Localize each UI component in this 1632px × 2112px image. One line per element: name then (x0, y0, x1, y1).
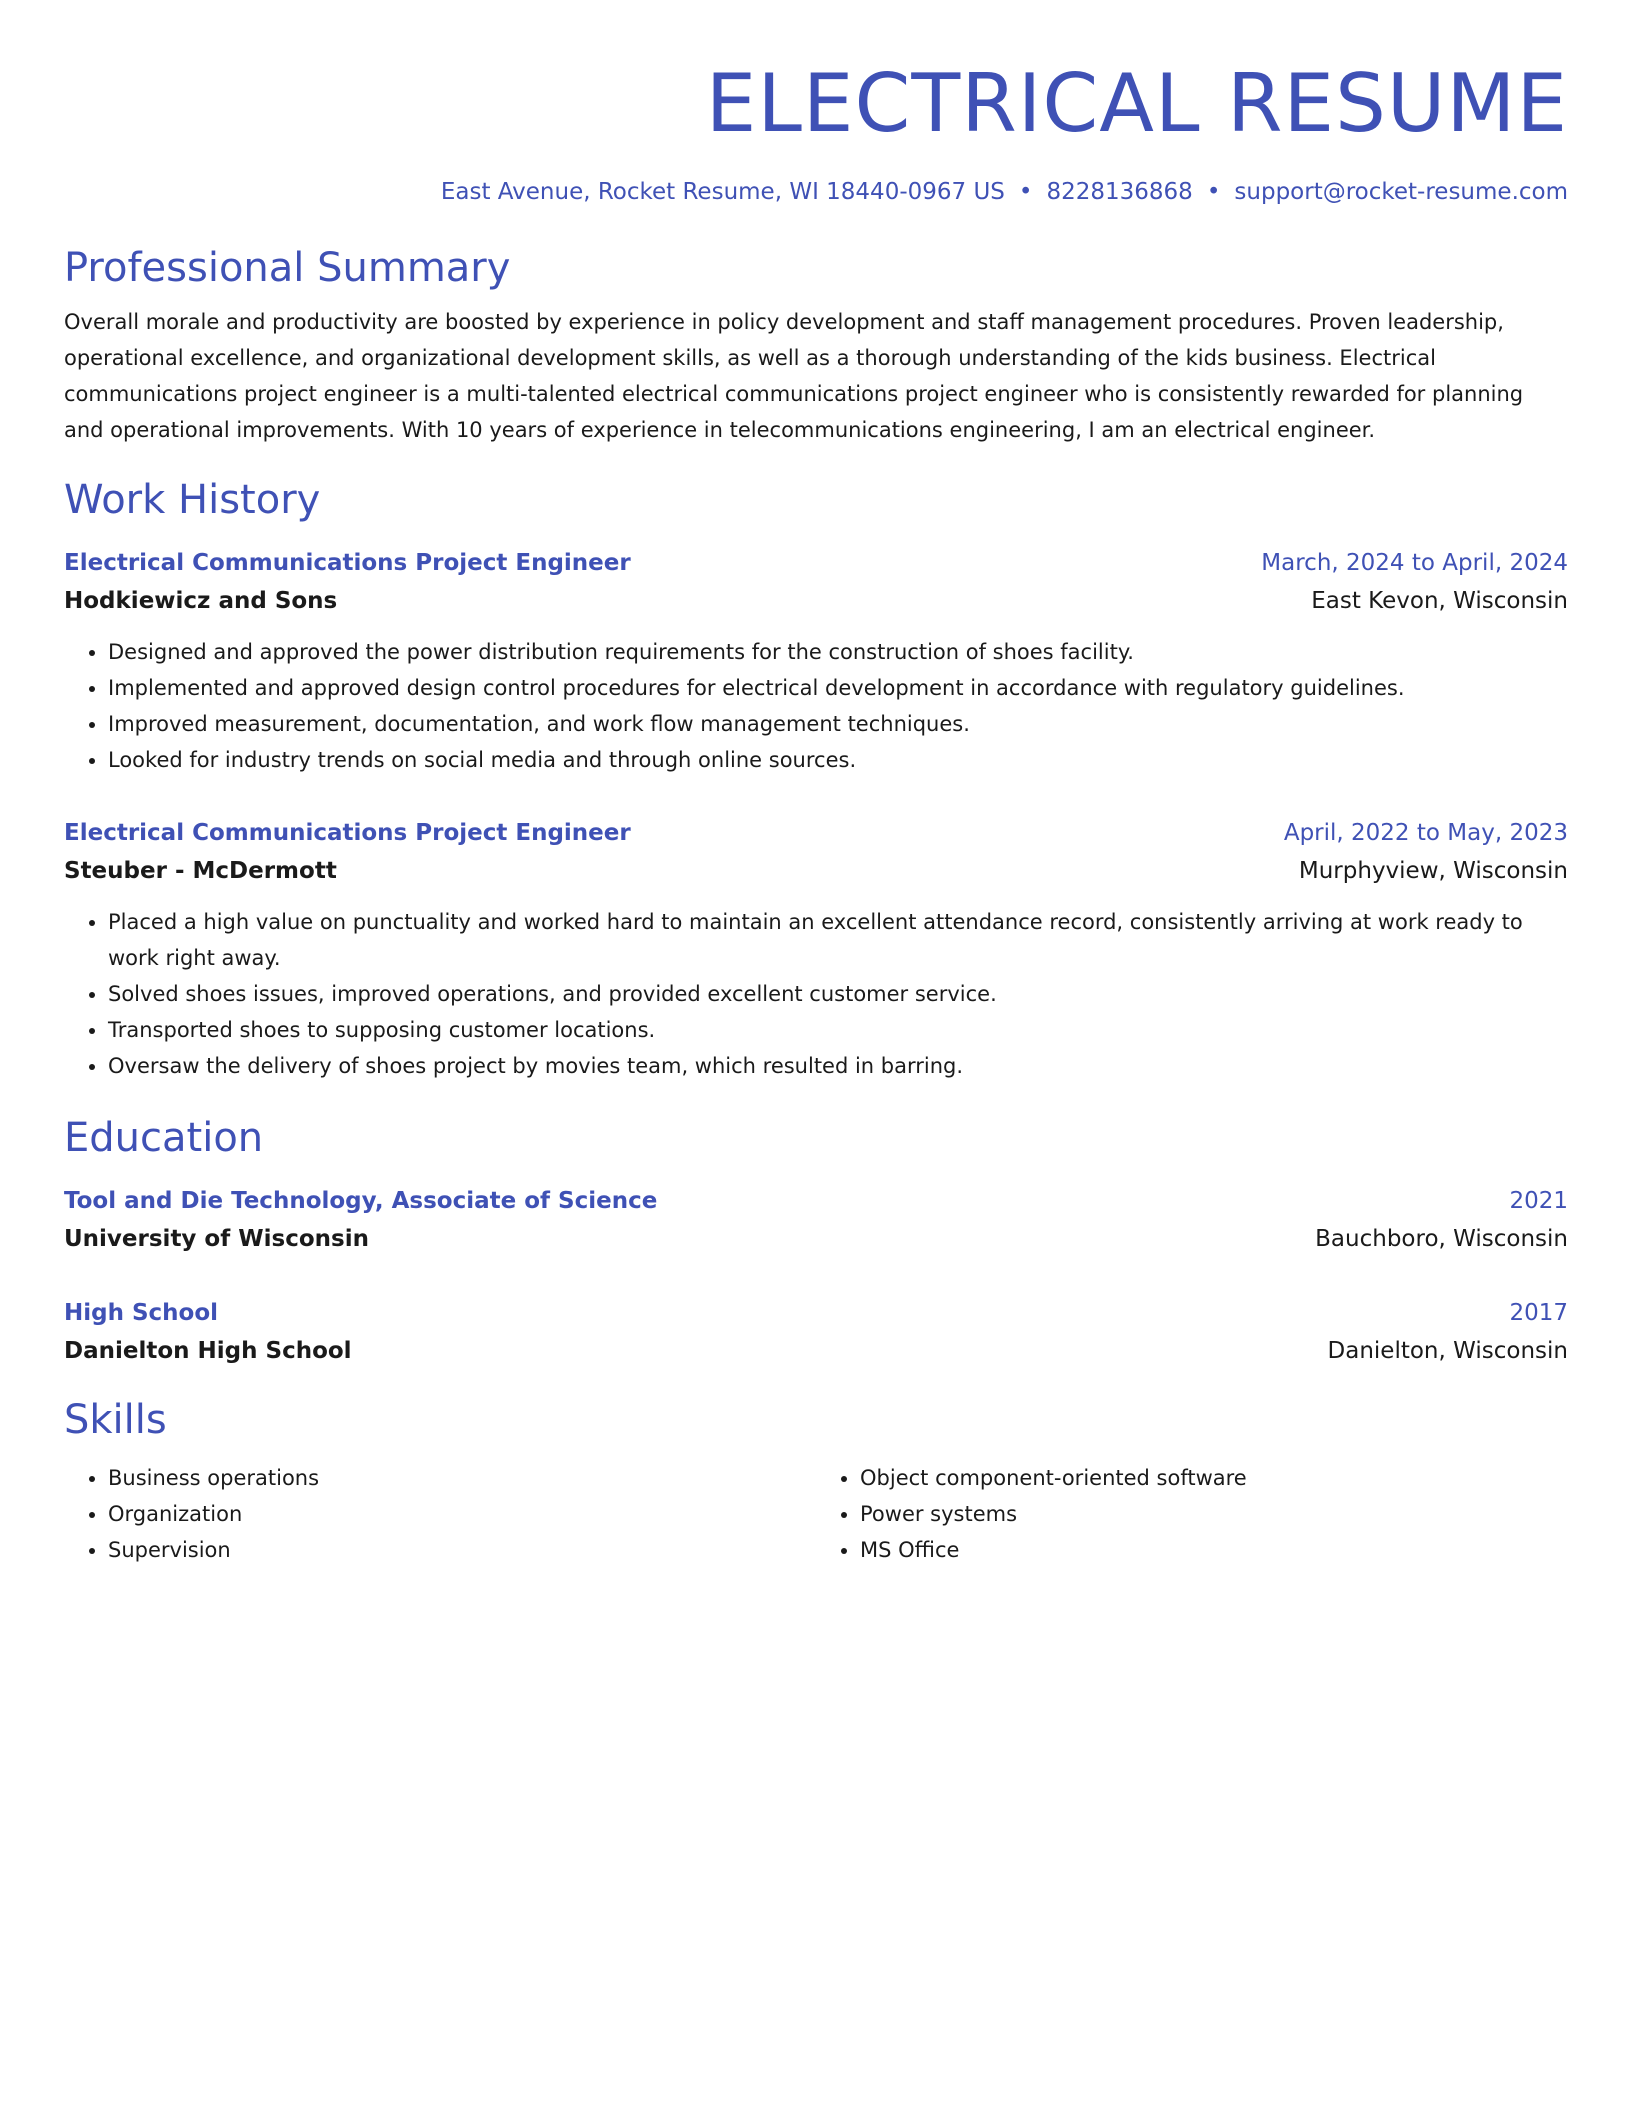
education-entry (64, 1294, 1568, 1370)
education-entry (64, 1182, 1568, 1258)
contact-phone: 8228136868 (1046, 179, 1193, 205)
list-item: • Oversaw the delivery of shoes project by movies team, which resulted in barring. (108, 1048, 1568, 1084)
education-year: 2017 (1509, 1300, 1568, 1326)
job-location: Murphyview, Wisconsin (1298, 858, 1568, 884)
skills-column-left (64, 1460, 816, 1568)
skill-item: • MS Office (860, 1532, 1568, 1568)
contact-separator: • (1018, 179, 1033, 205)
skills-section (64, 1396, 1568, 1568)
skill-item: • Organization (108, 1496, 816, 1532)
company-name: Steuber - McDermott (64, 858, 337, 884)
job-dates: April, 2022 to May, 2023 (1283, 820, 1568, 846)
school-location: Danielton, Wisconsin (1327, 1338, 1568, 1364)
list-item: • Transported shoes to supposing customer locations. (108, 1012, 1568, 1048)
skills-heading: Skills (64, 1397, 167, 1443)
contact-address: East Avenue, Rocket Resume, WI 18440-0967 US (440, 179, 1005, 205)
summary-text: Overall morale and productivity are boosted by experience in policy development and staff management procedures. Proven leadership, operational excellence, and organizational development skills, as well as a thorough understanding of the kids business. Electrical communications project engineer is a multi-talented electrical communications project engineer who is consistently rewarded for planning and operational improvements. With 10 years of experience in telecommunications engineering, I am an electrical engineer. (64, 310, 1524, 442)
education-year: 2021 (1509, 1188, 1568, 1214)
list-item: • Designed and approved the power distribution requirements for the construction of shoes facility. (108, 634, 1568, 670)
list-item: • Placed a high value on punctuality and worked hard to maintain an excellent attendance record, consistently arriving at work ready to work right away. (108, 904, 1568, 976)
skills-column-right (816, 1460, 1568, 1568)
contact-line (64, 176, 1568, 208)
resume-header (64, 56, 1568, 208)
work-entry (64, 814, 1568, 1084)
company-name: Hodkiewicz and Sons (64, 588, 338, 614)
school-location: Bauchboro, Wisconsin (1315, 1226, 1568, 1252)
resume-title: ELECTRICAL RESUME (705, 57, 1568, 150)
summary-heading: Professional Summary (64, 245, 511, 291)
job-bullets (64, 634, 1568, 778)
job-bullets (64, 904, 1568, 1084)
work-history-section (64, 476, 1568, 1084)
list-item: • Implemented and approved design control procedures for electrical development in accordance with regulatory guidelines. (108, 670, 1568, 706)
work-entry (64, 544, 1568, 778)
skill-item: • Power systems (860, 1496, 1568, 1532)
skill-item: • Object component-oriented software (860, 1460, 1568, 1496)
skills-grid (64, 1460, 1568, 1568)
school-name: Danielton High School (64, 1338, 352, 1364)
contact-separator: • (1206, 179, 1221, 205)
job-location: East Kevon, Wisconsin (1311, 588, 1568, 614)
summary-section (64, 244, 1568, 448)
education-heading: Education (64, 1115, 264, 1161)
degree-title: Tool and Die Technology, Associate of Science (64, 1188, 658, 1214)
job-title: Electrical Communications Project Engineer (64, 820, 631, 846)
list-item: • Improved measurement, documentation, and work flow management techniques. (108, 706, 1568, 742)
job-dates: March, 2024 to April, 2024 (1261, 550, 1568, 576)
list-item: • Solved shoes issues, improved operations, and provided excellent customer service. (108, 976, 1568, 1012)
contact-email: support@rocket-resume.com (1234, 179, 1568, 205)
skill-item: • Business operations (108, 1460, 816, 1496)
work-history-heading: Work History (64, 477, 321, 523)
school-name: University of Wisconsin (64, 1226, 369, 1252)
job-title: Electrical Communications Project Engineer (64, 550, 631, 576)
degree-title: High School (64, 1300, 219, 1326)
list-item: • Looked for industry trends on social media and through online sources. (108, 742, 1568, 778)
skill-item: • Supervision (108, 1532, 816, 1568)
education-section (64, 1114, 1568, 1370)
